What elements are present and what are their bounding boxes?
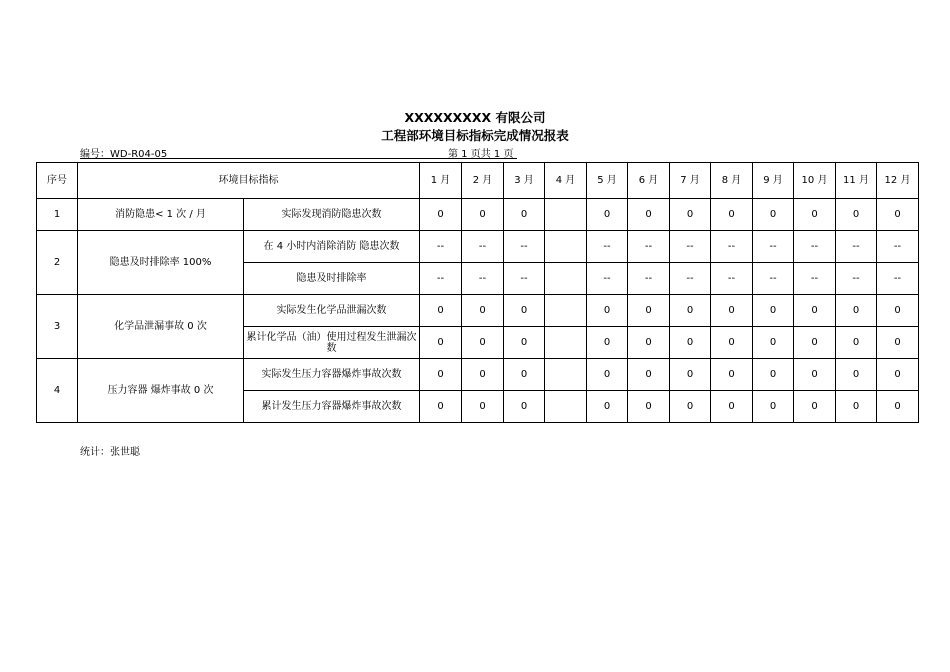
month-value: 0 xyxy=(836,359,877,391)
month-value: 0 xyxy=(628,295,670,327)
header-month: 2 月 xyxy=(462,163,504,199)
month-value: -- xyxy=(420,263,462,295)
month-value: 0 xyxy=(794,359,836,391)
month-value: 0 xyxy=(711,295,753,327)
table-row xyxy=(37,199,919,231)
month-value: 0 xyxy=(420,327,462,359)
header-month: 9 月 xyxy=(753,163,794,199)
month-value: -- xyxy=(836,263,877,295)
header-month: 12 月 xyxy=(877,163,919,199)
month-value: 0 xyxy=(753,359,794,391)
month-value: 0 xyxy=(462,295,504,327)
month-value: 0 xyxy=(504,295,545,327)
month-value: -- xyxy=(462,263,504,295)
month-value: 0 xyxy=(877,199,919,231)
header-month: 4 月 xyxy=(545,163,587,199)
month-value xyxy=(545,359,587,391)
month-value: 0 xyxy=(836,391,877,423)
month-value xyxy=(545,295,587,327)
month-value xyxy=(545,327,587,359)
month-value: 0 xyxy=(711,391,753,423)
row-indicator: 实际发现消防隐患次数 xyxy=(244,199,420,231)
month-value: 0 xyxy=(420,359,462,391)
month-value: 0 xyxy=(794,199,836,231)
row-seq: 2 xyxy=(37,231,78,295)
month-value: -- xyxy=(420,231,462,263)
month-value: -- xyxy=(877,263,919,295)
doc-code: 编号：WD-R04-05 xyxy=(80,149,168,160)
header-row xyxy=(37,163,919,199)
month-value: 0 xyxy=(877,391,919,423)
report-title: 工程部环境目标指标完成情况报表 xyxy=(381,128,569,143)
month-value: -- xyxy=(711,231,753,263)
month-value: -- xyxy=(711,263,753,295)
month-value: -- xyxy=(794,263,836,295)
doc-meta-line xyxy=(80,145,517,159)
statistician: 统计：张世聪 xyxy=(80,447,140,458)
month-value: 0 xyxy=(587,391,628,423)
month-value: 0 xyxy=(420,199,462,231)
month-value: 0 xyxy=(587,199,628,231)
month-value: 0 xyxy=(628,199,670,231)
month-value: -- xyxy=(753,231,794,263)
month-value: 0 xyxy=(794,327,836,359)
table-body xyxy=(37,163,919,423)
month-value: 0 xyxy=(504,391,545,423)
header-target: 环境目标指标 xyxy=(78,163,420,199)
month-value: -- xyxy=(670,263,711,295)
month-value: 0 xyxy=(711,359,753,391)
row-target: 化学品泄漏事故 0 次 xyxy=(78,295,244,359)
month-value: 0 xyxy=(628,391,670,423)
month-value: 0 xyxy=(670,359,711,391)
month-value: 0 xyxy=(504,327,545,359)
month-value xyxy=(545,231,587,263)
row-seq: 1 xyxy=(37,199,78,231)
month-value: -- xyxy=(628,231,670,263)
month-value: -- xyxy=(504,231,545,263)
month-value: 0 xyxy=(462,199,504,231)
month-value: 0 xyxy=(420,391,462,423)
row-indicator: 在 4 小时内消除消防 隐患次数 xyxy=(244,231,420,263)
month-value: 0 xyxy=(587,327,628,359)
row-indicator: 累计化学品（油）使用过程发生泄漏次数 xyxy=(244,327,420,359)
month-value: -- xyxy=(504,263,545,295)
header-month: 1 月 xyxy=(420,163,462,199)
month-value: 0 xyxy=(420,295,462,327)
month-value: 0 xyxy=(587,295,628,327)
row-target: 压力容器 爆炸事故 0 次 xyxy=(78,359,244,423)
month-value: 0 xyxy=(587,359,628,391)
month-value: 0 xyxy=(504,359,545,391)
month-value: 0 xyxy=(753,327,794,359)
table-row xyxy=(37,295,919,327)
month-value: 0 xyxy=(670,327,711,359)
row-target: 消防隐患< 1 次 / 月 xyxy=(78,199,244,231)
month-value: 0 xyxy=(462,359,504,391)
month-value: -- xyxy=(587,231,628,263)
month-value: 0 xyxy=(670,391,711,423)
month-value: 0 xyxy=(794,295,836,327)
page-info: 第 1 页共 1 页 xyxy=(448,149,514,160)
month-value: 0 xyxy=(462,327,504,359)
month-value: -- xyxy=(794,231,836,263)
row-target: 隐患及时排除率 100% xyxy=(78,231,244,295)
month-value: 0 xyxy=(753,295,794,327)
header-seq: 序号 xyxy=(37,163,78,199)
row-seq: 3 xyxy=(37,295,78,359)
month-value: -- xyxy=(462,231,504,263)
month-value: 0 xyxy=(462,391,504,423)
month-value: 0 xyxy=(753,391,794,423)
header-month: 10 月 xyxy=(794,163,836,199)
month-value: -- xyxy=(587,263,628,295)
header-month: 3 月 xyxy=(504,163,545,199)
month-value: 0 xyxy=(753,199,794,231)
row-indicator: 实际发生化学品泄漏次数 xyxy=(244,295,420,327)
header-month: 7 月 xyxy=(670,163,711,199)
month-value: -- xyxy=(836,231,877,263)
month-value: 0 xyxy=(628,327,670,359)
month-value: -- xyxy=(753,263,794,295)
month-value: 0 xyxy=(670,295,711,327)
row-seq: 4 xyxy=(37,359,78,423)
row-indicator: 实际发生压力容器爆炸事故次数 xyxy=(244,359,420,391)
header-month: 5 月 xyxy=(587,163,628,199)
month-value: 0 xyxy=(711,199,753,231)
month-value: 0 xyxy=(794,391,836,423)
header-month: 11 月 xyxy=(836,163,877,199)
row-indicator: 隐患及时排除率 xyxy=(244,263,420,295)
month-value: 0 xyxy=(628,359,670,391)
month-value: 0 xyxy=(670,199,711,231)
month-value: 0 xyxy=(836,295,877,327)
header-month: 8 月 xyxy=(711,163,753,199)
row-indicator: 累计发生压力容器爆炸事故次数 xyxy=(244,391,420,423)
month-value xyxy=(545,391,587,423)
table-row xyxy=(37,231,919,263)
header-month: 6 月 xyxy=(628,163,670,199)
month-value: 0 xyxy=(877,295,919,327)
month-value: 0 xyxy=(836,327,877,359)
month-value: 0 xyxy=(711,327,753,359)
month-value: 0 xyxy=(877,327,919,359)
month-value xyxy=(545,199,587,231)
table-row xyxy=(37,359,919,391)
company-name: XXXXXXXXX 有限公司 xyxy=(404,110,546,125)
report-table xyxy=(36,162,919,423)
month-value xyxy=(545,263,587,295)
month-value: -- xyxy=(877,231,919,263)
month-value: 0 xyxy=(877,359,919,391)
month-value: -- xyxy=(670,231,711,263)
month-value: 0 xyxy=(504,199,545,231)
month-value: -- xyxy=(628,263,670,295)
month-value: 0 xyxy=(836,199,877,231)
